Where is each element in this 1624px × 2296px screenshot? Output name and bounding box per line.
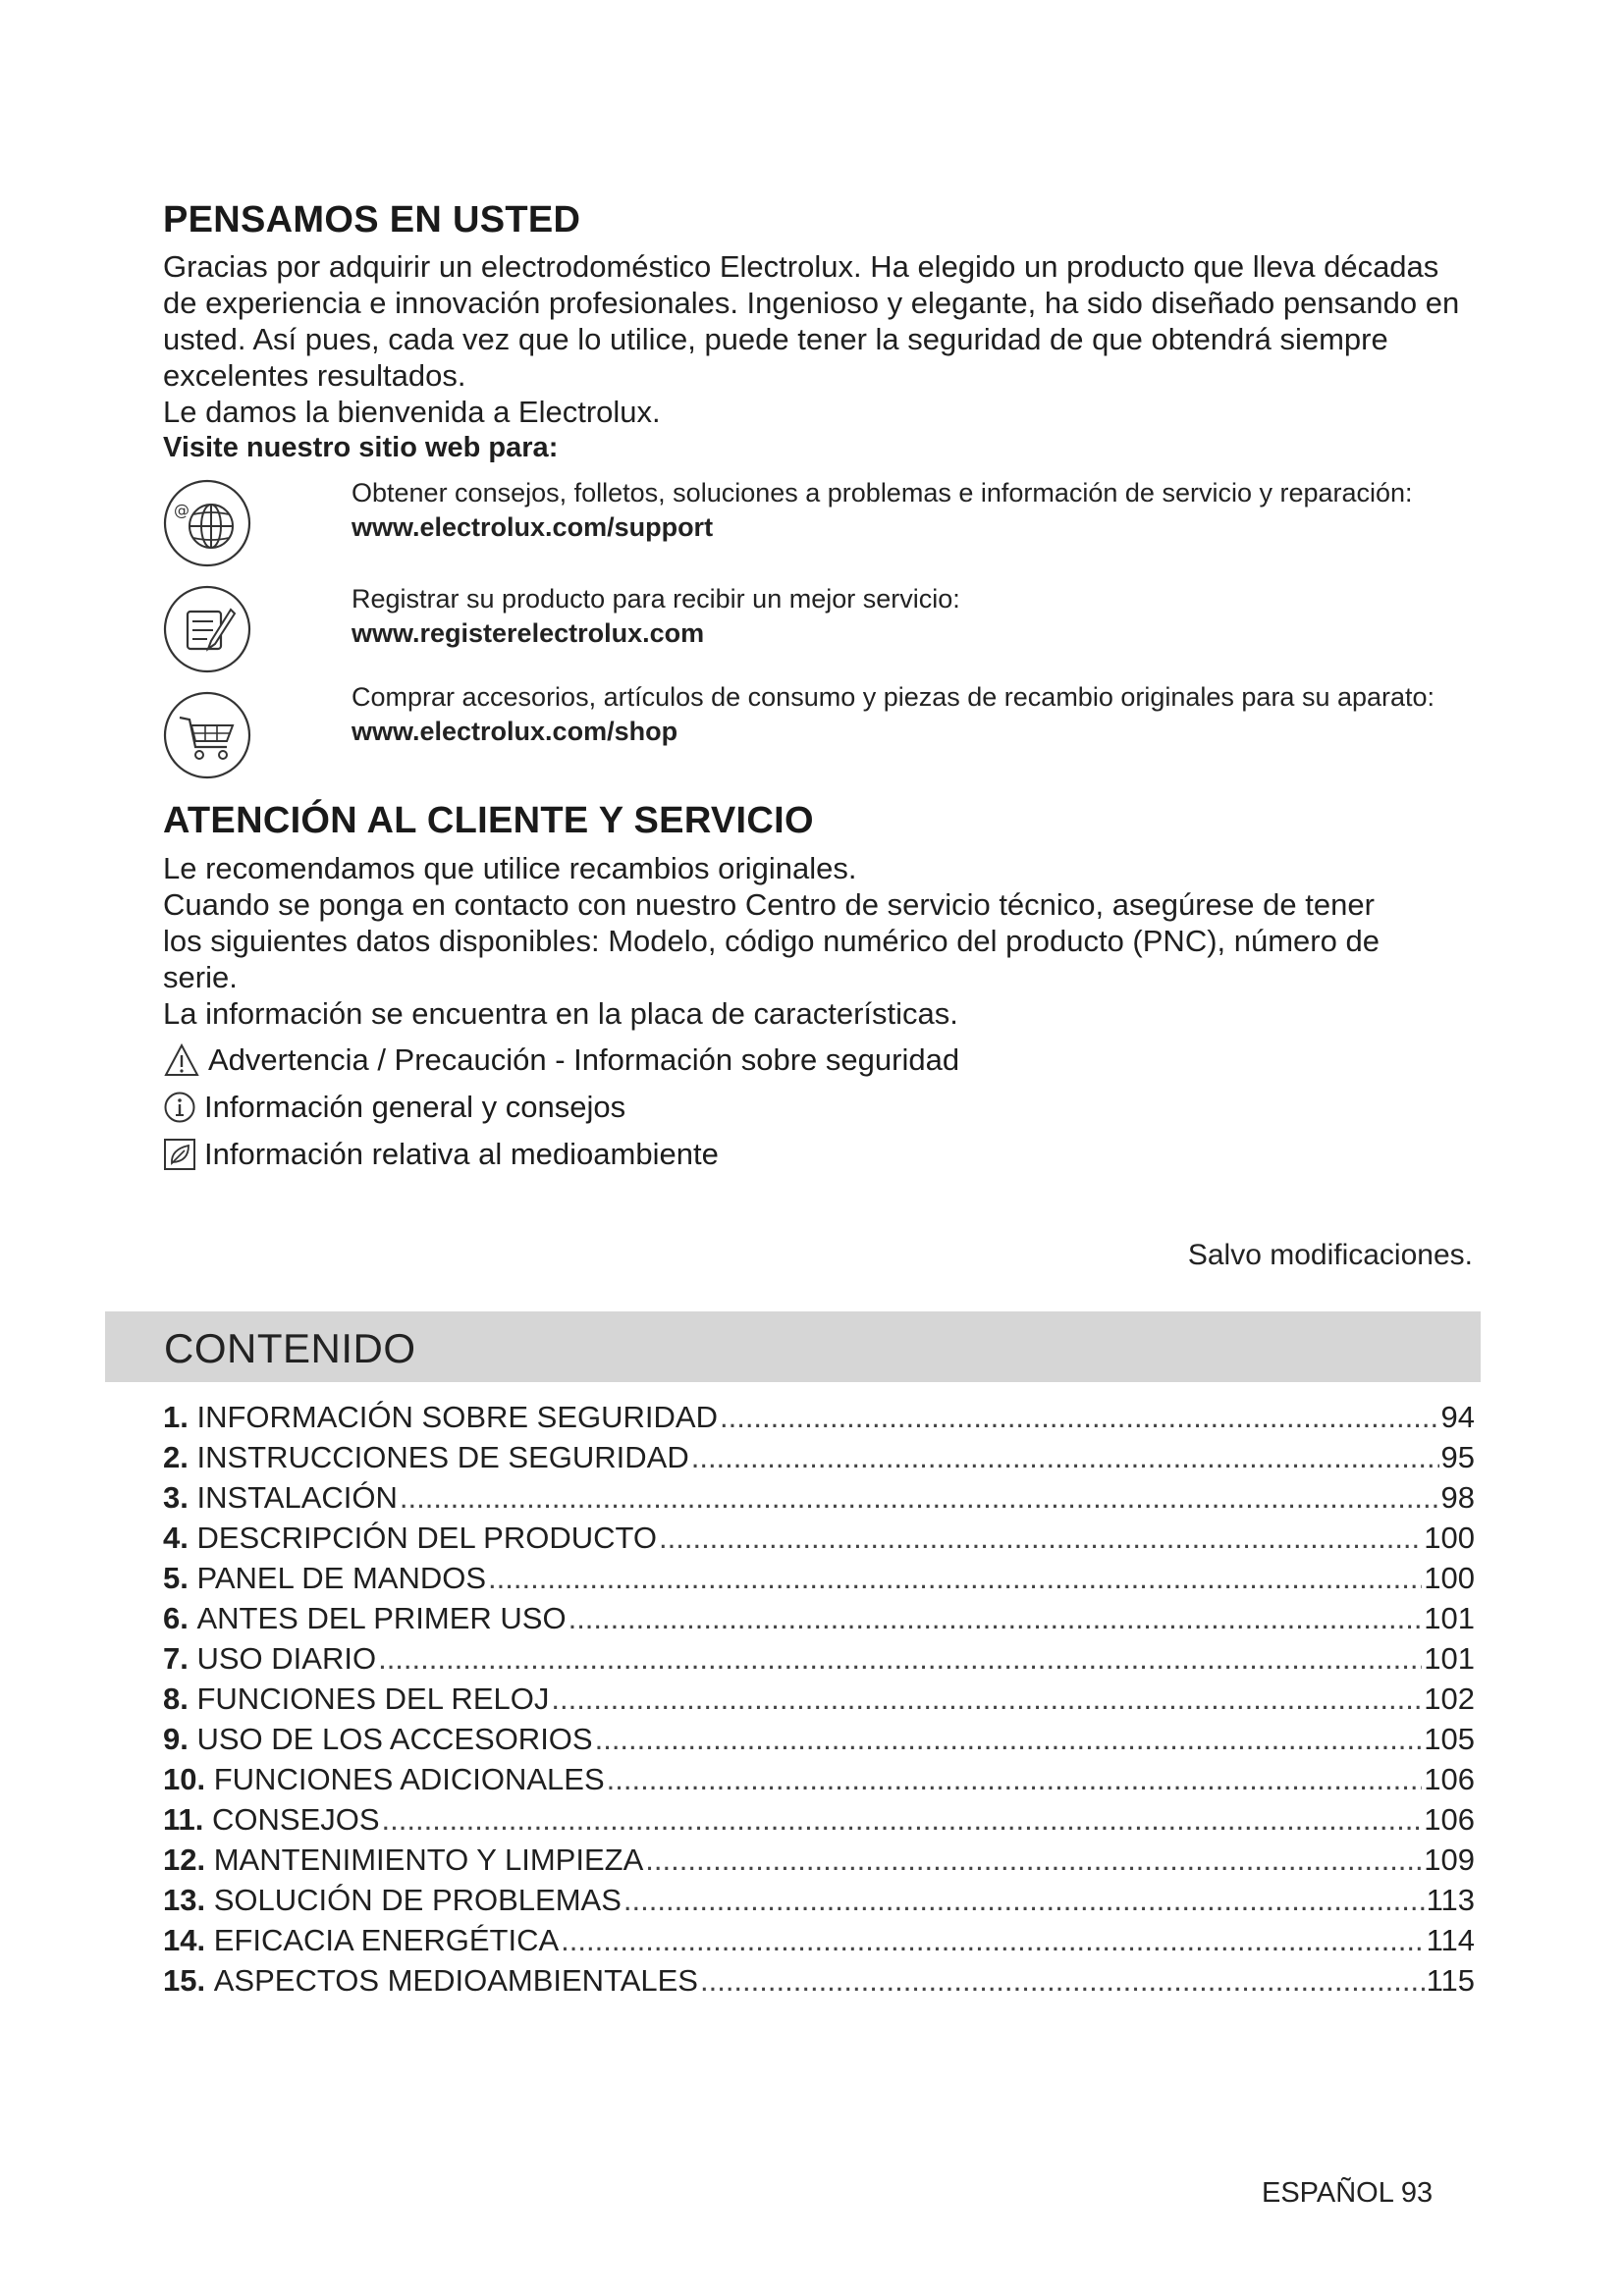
globe-icon — [162, 478, 252, 568]
toc-page: 102 — [1424, 1682, 1475, 1716]
toc-title-text: CONSEJOS — [212, 1802, 380, 1837]
toc-item[interactable] — [163, 1842, 1475, 1883]
toc-leader — [488, 1561, 1422, 1596]
toc-title-text: MANTENIMIENTO Y LIMPIEZA — [213, 1842, 644, 1877]
toc-title-text: ASPECTOS MEDIOAMBIENTALES — [213, 1963, 698, 1998]
service-shop — [352, 680, 1471, 749]
welcome-text — [163, 248, 1479, 466]
toc-item[interactable] — [163, 1521, 1475, 1561]
section-title-customer-care: ATENCIÓN AL CLIENTE Y SERVICIO — [163, 800, 814, 841]
toc-leader — [400, 1480, 1439, 1516]
toc-leader — [645, 1842, 1422, 1878]
toc-page: 114 — [1426, 1923, 1475, 1957]
toc-num: 12. — [163, 1842, 206, 1877]
toc-page: 100 — [1424, 1521, 1475, 1555]
toc-num: 13. — [163, 1883, 206, 1917]
info-icon — [163, 1091, 196, 1124]
toc-page: 109 — [1424, 1842, 1475, 1877]
toc-item[interactable] — [163, 1722, 1475, 1762]
toc-title-text: SOLUCIÓN DE PROBLEMAS — [213, 1883, 622, 1917]
toc-leader — [568, 1601, 1423, 1636]
toc-num: 2. — [163, 1440, 189, 1474]
toc-leader — [623, 1883, 1425, 1918]
toc-page: 106 — [1424, 1802, 1475, 1837]
toc-title: CONTENIDO — [164, 1325, 416, 1371]
page-footer: ESPAÑOL 93 — [1262, 2177, 1434, 2209]
toc-num: 14. — [163, 1923, 206, 1957]
toc-item[interactable] — [163, 1883, 1475, 1923]
warning-icon — [163, 1042, 200, 1078]
section-title-welcome: PENSAMOS EN USTED — [163, 199, 581, 240]
toc-num: 7. — [163, 1641, 189, 1676]
toc-title-text: USO DE LOS ACCESORIOS — [196, 1722, 593, 1756]
toc-title-text: PANEL DE MANDOS — [196, 1561, 487, 1595]
legend-warning — [163, 1041, 959, 1080]
service-text: Comprar accesorios, artículos de consumo y piezas de recambio originales para su aparato: — [352, 682, 1435, 712]
toc-item[interactable] — [163, 1480, 1475, 1521]
toc-leader — [720, 1400, 1439, 1435]
support-link[interactable]: www.electrolux.com/support — [352, 512, 714, 542]
toc-title-text: INSTRUCCIONES DE SEGURIDAD — [196, 1440, 689, 1474]
toc-num: 8. — [163, 1682, 189, 1716]
welcome-paragraph: Gracias por adquirir un electrodoméstico Electrolux. Ha elegido un producto que lleva décadas de experiencia e innovación profesionales. Ingenioso y elegante, ha sido diseñado pensando en usted. Así pues, cada vez que lo utilice, puede tener la seguridad de que obtendrá siempre excelentes resultados. — [163, 249, 1460, 393]
toc-num: 3. — [163, 1480, 189, 1515]
leaf-icon — [163, 1138, 196, 1171]
legend-text: Advertencia / Precaución - Información sobre seguridad — [208, 1042, 960, 1077]
toc-title-text: DESCRIPCIÓN DEL PRODUCTO — [196, 1521, 657, 1555]
toc-page: 115 — [1426, 1963, 1475, 1998]
toc-page: 101 — [1424, 1601, 1475, 1635]
toc-item[interactable] — [163, 1963, 1475, 2003]
register-link[interactable]: www.registerelectrolux.com — [352, 618, 705, 648]
toc-leader — [691, 1440, 1439, 1475]
service-text: Obtener consejos, folletos, soluciones a problemas e información de servicio y reparación: — [352, 478, 1413, 507]
svg-text:@: @ — [174, 501, 189, 519]
toc-item[interactable] — [163, 1641, 1475, 1682]
toc-page: 113 — [1426, 1883, 1475, 1917]
toc-num: 15. — [163, 1963, 206, 1998]
toc-title-text: INFORMACIÓN SOBRE SEGURIDAD — [196, 1400, 718, 1434]
service-register — [352, 582, 1471, 651]
toc-item[interactable] — [163, 1923, 1475, 1963]
toc-item[interactable] — [163, 1561, 1475, 1601]
legend-environment — [163, 1135, 719, 1174]
customer-care-line: Le recomendamos que utilice recambios originales. — [163, 851, 857, 885]
toc-leader — [382, 1802, 1423, 1838]
toc-leader — [700, 1963, 1425, 1999]
toc-num: 6. — [163, 1601, 189, 1635]
service-support — [352, 476, 1471, 545]
toc-leader — [551, 1682, 1422, 1717]
customer-care-line: La información se encuentra en la placa de características. — [163, 996, 958, 1031]
customer-care-text — [163, 850, 1420, 1032]
toc-num: 10. — [163, 1762, 206, 1796]
toc-num: 1. — [163, 1400, 189, 1434]
toc-title-text: FUNCIONES DEL RELOJ — [196, 1682, 550, 1716]
toc-leader — [595, 1722, 1423, 1757]
disclaimer: Salvo modificaciones. — [1187, 1239, 1473, 1271]
toc-num: 5. — [163, 1561, 189, 1595]
toc-title-text: USO DIARIO — [196, 1641, 377, 1676]
toc-page: 95 — [1440, 1440, 1475, 1474]
legend-text: Información general y consejos — [204, 1090, 626, 1124]
toc-page: 94 — [1440, 1400, 1475, 1434]
shop-link[interactable]: www.electrolux.com/shop — [352, 717, 678, 746]
toc-header — [105, 1311, 1481, 1382]
table-of-contents — [163, 1400, 1475, 2003]
customer-care-line: Cuando se ponga en contacto con nuestro Centro de servicio técnico, asegúrese de tener los siguientes datos disponibles: Modelo, código numérico del producto (PNC), número de serie. — [163, 887, 1380, 994]
toc-leader — [378, 1641, 1422, 1677]
toc-leader — [659, 1521, 1422, 1556]
legend-info — [163, 1088, 625, 1127]
legend-text: Información relativa al medioambiente — [204, 1137, 719, 1171]
register-icon — [162, 584, 252, 674]
toc-page: 106 — [1424, 1762, 1475, 1796]
welcome-greeting: Le damos la bienvenida a Electrolux. — [163, 395, 661, 429]
toc-num: 4. — [163, 1521, 189, 1555]
toc-page: 100 — [1424, 1561, 1475, 1595]
cart-icon — [162, 690, 252, 780]
toc-leader — [607, 1762, 1423, 1797]
toc-page: 105 — [1424, 1722, 1475, 1756]
visit-label: Visite nuestro sitio web para: — [163, 432, 559, 463]
toc-item[interactable] — [163, 1682, 1475, 1722]
toc-title-text: EFICACIA ENERGÉTICA — [213, 1923, 560, 1957]
toc-item[interactable] — [163, 1762, 1475, 1802]
toc-page: 101 — [1424, 1641, 1475, 1676]
toc-title-text: FUNCIONES ADICIONALES — [213, 1762, 605, 1796]
toc-item[interactable] — [163, 1400, 1475, 1440]
toc-item[interactable] — [163, 1601, 1475, 1641]
service-text: Registrar su producto para recibir un mejor servicio: — [352, 584, 960, 614]
toc-leader — [561, 1923, 1424, 1958]
toc-title-text: ANTES DEL PRIMER USO — [196, 1601, 567, 1635]
toc-num: 9. — [163, 1722, 189, 1756]
toc-item[interactable] — [163, 1440, 1475, 1480]
toc-num: 11. — [163, 1802, 204, 1837]
toc-item[interactable] — [163, 1802, 1475, 1842]
toc-page: 98 — [1440, 1480, 1475, 1515]
toc-title-text: INSTALACIÓN — [196, 1480, 398, 1515]
